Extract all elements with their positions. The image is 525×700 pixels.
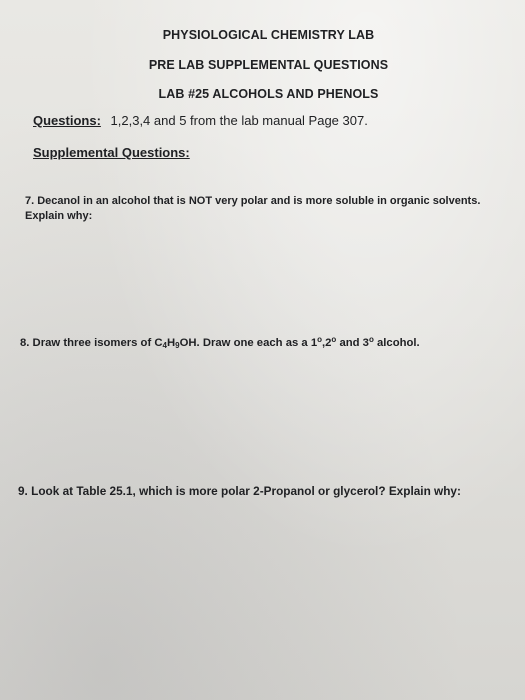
questions-text: 1,2,3,4 and 5 from the lab manual Page 307. bbox=[110, 113, 368, 128]
question-7 bbox=[25, 194, 515, 224]
worksheet-title: PRE LAB SUPPLEMENTAL QUESTIONS bbox=[148, 58, 389, 72]
degree-mark-3: o bbox=[368, 335, 374, 344]
question-8-second: ,2 bbox=[322, 337, 332, 349]
supplemental-heading: Supplemental Questions: bbox=[33, 145, 190, 160]
formula-subscript-9: 9 bbox=[175, 341, 180, 350]
question-8-suffix: alcohol. bbox=[373, 337, 420, 349]
questions-label: Questions: bbox=[33, 113, 101, 128]
question-8-prefix: 8. Draw three isomers of C bbox=[20, 337, 163, 349]
question-9: 9. Look at Table 25.1, which is more polar 2-Propanol or glycerol? Explain why: bbox=[18, 484, 461, 498]
assigned-questions bbox=[33, 113, 368, 128]
degree-mark-1: o bbox=[317, 335, 322, 344]
lab-title: LAB #25 ALCOHOLS AND PHENOLS bbox=[158, 87, 379, 101]
question-7-text: 7. Decanol in an alcohol that is NOT very polar and is more soluble in organic solvents. bbox=[25, 195, 481, 207]
formula-subscript-4: 4 bbox=[162, 341, 167, 350]
degree-mark-2: o bbox=[331, 335, 337, 344]
question-8-middle: OH. Draw one each as a 1 bbox=[179, 337, 318, 349]
question-8-third: and 3 bbox=[336, 337, 369, 349]
course-title: PHYSIOLOGICAL CHEMISTRY LAB bbox=[162, 28, 375, 42]
question-7-prompt: Explain why: bbox=[25, 210, 93, 222]
formula-h: H bbox=[166, 337, 176, 349]
question-8 bbox=[20, 332, 510, 353]
